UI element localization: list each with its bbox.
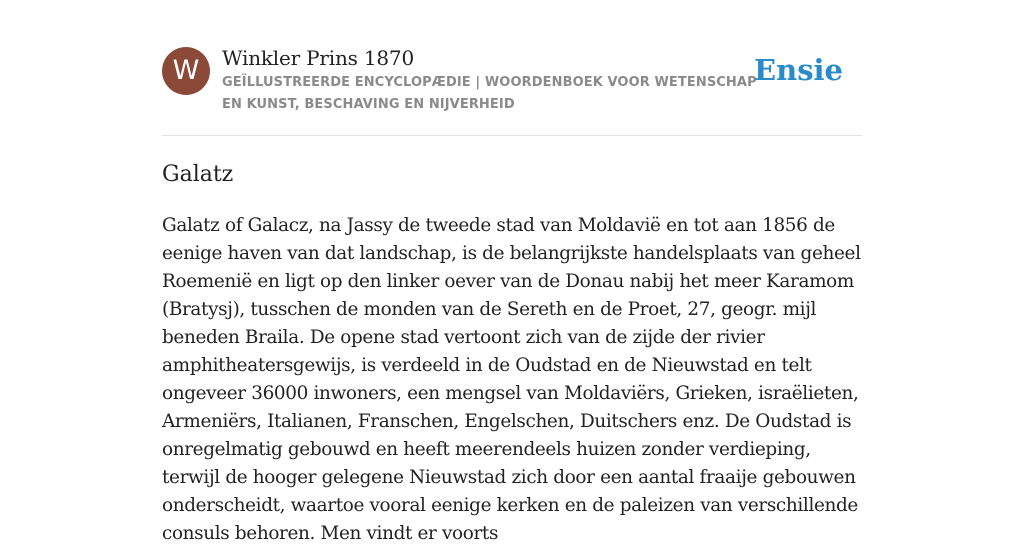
article-body: Galatz of Galacz, na Jassy de tweede stad van Moldavië en tot aan 1856 de eenige haven van dat landschap, is de belangrijkste handelsplaats van geheel Roemenië en ligt op den linker oever van de Donau nabij het meer Karamom (Bratysj), tusschen de monden van de Sereth en de Proet, 27, geogr. mijl beneden Braila. De opene stad vertoont zich van de zijde der rivier amphitheatersgewijs, is verdeeld in de Oudstad en de Nieuwstad en telt ongeveer 36000 inwoners, een mengsel van Moldaviërs, Grieken, israëlieten, Armeniërs, Italianen, Franschen, Engelschen, Duitschers enz. De Oudstad is onregelmatig gebouwd en heeft meerendeels huizen zonder verdieping, terwijl de hooger gelegene Nieuwstad zich door een aantal fraaije gebouwen onderscheidt, waartoe vooral eenige kerken en de paleizen van verschillende consuls behoren. Men vindt er voorts	[162, 215, 861, 544]
source-header	[162, 44, 862, 136]
source-subtitle: GEÏLLUSTREERDE ENCYCLOPÆDIE | WOORDENBOEK VOOR WETENSCHAP EN KUNST, BESCHAVING EN NIJVERHEID	[222, 75, 757, 112]
article-title: Galatz	[162, 162, 234, 187]
ensie-logo-link[interactable]: Ensie	[754, 53, 843, 87]
source-avatar[interactable]: W	[162, 47, 210, 95]
header-divider	[162, 135, 862, 136]
source-title[interactable]: Winkler Prins 1870	[222, 46, 414, 70]
